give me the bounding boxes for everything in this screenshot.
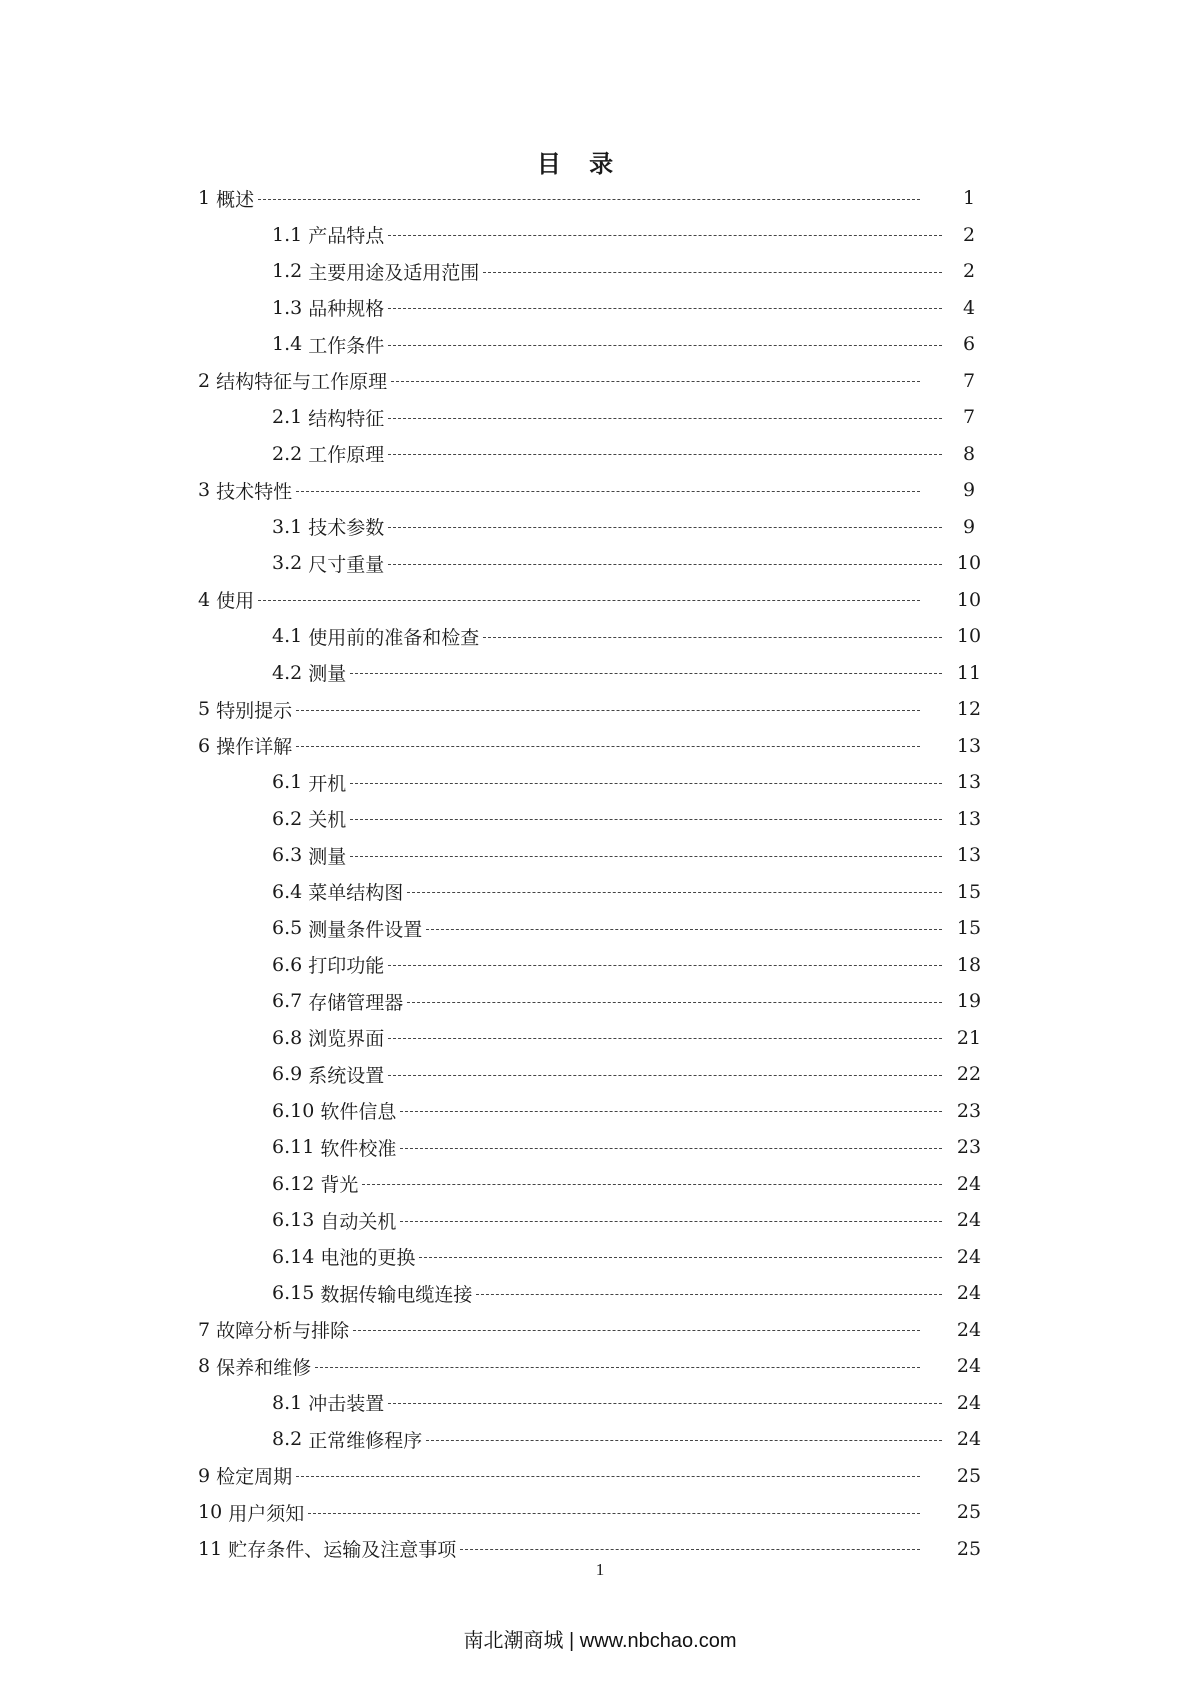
toc-entry-number: 8.1 <box>272 1391 303 1414</box>
toc-entry[interactable] <box>0 874 1200 911</box>
toc-entry-number: 8.2 <box>272 1428 303 1451</box>
toc-entry-number: 1.4 <box>272 333 303 356</box>
toc-entry[interactable] <box>0 290 1200 327</box>
dash-leader <box>350 783 942 784</box>
toc-entry-number: 1.2 <box>272 260 303 283</box>
toc-entry-title: 用户须知 <box>228 1502 305 1525</box>
dash-leader <box>388 235 942 236</box>
dash-leader <box>476 1294 942 1295</box>
toc-entry-page: 2 <box>962 260 976 283</box>
toc-entry[interactable] <box>0 582 1200 619</box>
dash-leader <box>388 345 942 346</box>
toc-entry-number: 6.13 <box>272 1209 315 1232</box>
toc-entry[interactable] <box>0 618 1200 655</box>
toc-entry-page: 24 <box>956 1391 982 1414</box>
toc-entry[interactable] <box>0 655 1200 692</box>
dash-leader <box>426 929 942 930</box>
toc-entry[interactable] <box>0 180 1200 217</box>
toc-entry-title: 菜单结构图 <box>308 882 404 905</box>
toc-entry-title: 开机 <box>308 772 347 795</box>
dash-leader <box>460 1549 920 1550</box>
toc-entry-number: 6.9 <box>272 1063 303 1086</box>
toc-entry[interactable] <box>0 1312 1200 1349</box>
toc-entry-title: 结构特征与工作原理 <box>216 371 388 394</box>
toc-entry-page: 7 <box>962 369 976 392</box>
toc-entry-title: 产品特点 <box>308 225 385 248</box>
toc-entry[interactable] <box>0 1421 1200 1458</box>
toc-entry-title: 冲击装置 <box>308 1393 385 1416</box>
toc-entry-title: 概述 <box>216 188 255 211</box>
toc-entry[interactable] <box>0 217 1200 254</box>
table-of-contents <box>0 180 1200 1567</box>
toc-entry-page: 18 <box>956 953 982 976</box>
toc-entry-title: 浏览界面 <box>308 1028 385 1051</box>
dash-leader <box>296 746 920 747</box>
toc-entry-number: 3 <box>198 479 211 502</box>
toc-entry-number: 6.7 <box>272 990 303 1013</box>
toc-entry-page: 13 <box>956 807 982 830</box>
toc-entry-number: 6.14 <box>272 1245 315 1268</box>
toc-entry-page: 15 <box>956 880 982 903</box>
toc-entry-page: 9 <box>962 515 976 538</box>
toc-entry-number: 7 <box>198 1318 211 1341</box>
toc-entry-title: 自动关机 <box>320 1210 397 1233</box>
toc-entry-page: 25 <box>956 1464 982 1487</box>
toc-entry[interactable] <box>0 436 1200 473</box>
toc-entry-page: 1 <box>962 187 976 210</box>
toc-entry-page: 25 <box>956 1537 982 1560</box>
toc-entry-page: 23 <box>956 1136 982 1159</box>
dash-leader <box>400 1111 942 1112</box>
toc-entry-title: 特别提示 <box>216 699 293 722</box>
toc-entry-number: 10 <box>198 1501 223 1524</box>
toc-entry[interactable] <box>0 910 1200 947</box>
toc-entry-title: 软件信息 <box>320 1101 397 1124</box>
toc-entry-number: 6.10 <box>272 1099 315 1122</box>
toc-entry-title: 使用前的准备和检查 <box>308 626 480 649</box>
dash-leader <box>426 1440 942 1441</box>
toc-entry-page: 13 <box>956 844 982 867</box>
dash-leader <box>391 381 920 382</box>
toc-entry-page: 21 <box>956 1026 982 1049</box>
toc-entry-title: 贮存条件、运输及注意事项 <box>228 1539 457 1562</box>
toc-entry[interactable] <box>0 1129 1200 1166</box>
toc-entry-number: 3.1 <box>272 515 303 538</box>
dash-leader <box>388 1075 942 1076</box>
toc-entry-number: 6.3 <box>272 844 303 867</box>
toc-entry[interactable] <box>0 983 1200 1020</box>
toc-entry-number: 1.1 <box>272 223 303 246</box>
dash-leader <box>388 564 942 565</box>
toc-entry-page: 24 <box>956 1428 982 1451</box>
toc-entry[interactable] <box>0 1020 1200 1057</box>
toc-entry[interactable] <box>0 1348 1200 1385</box>
toc-entry[interactable] <box>0 545 1200 582</box>
dash-leader <box>350 856 942 857</box>
toc-entry-number: 11 <box>198 1537 223 1560</box>
toc-entry-title: 尺寸重量 <box>308 553 385 576</box>
toc-entry-page: 8 <box>962 442 976 465</box>
toc-entry-number: 4.2 <box>272 661 303 684</box>
toc-entry-page: 24 <box>956 1172 982 1195</box>
toc-entry-title: 品种规格 <box>308 298 385 321</box>
toc-entry-number: 6.2 <box>272 807 303 830</box>
toc-entry-number: 2.1 <box>272 406 303 429</box>
dash-leader <box>350 819 942 820</box>
toc-entry-page: 19 <box>956 990 982 1013</box>
dash-leader <box>388 454 942 455</box>
toc-entry-title: 工作原理 <box>308 444 385 467</box>
toc-entry[interactable] <box>0 1056 1200 1093</box>
toc-entry-title: 背光 <box>320 1174 359 1197</box>
dash-leader <box>388 965 942 966</box>
toc-entry-number: 4 <box>198 588 211 611</box>
toc-entry-page: 9 <box>962 479 976 502</box>
toc-entry-title: 存储管理器 <box>308 991 404 1014</box>
dash-leader <box>407 892 942 893</box>
toc-entry-page: 22 <box>956 1063 982 1086</box>
toc-entry-title: 打印功能 <box>308 955 385 978</box>
toc-entry-number: 1.3 <box>272 296 303 319</box>
toc-entry[interactable] <box>0 253 1200 290</box>
toc-entry[interactable] <box>0 1239 1200 1276</box>
dash-leader <box>258 199 920 200</box>
toc-entry-number: 6.12 <box>272 1172 315 1195</box>
dash-leader <box>400 1148 942 1149</box>
toc-entry-page: 23 <box>956 1099 982 1122</box>
toc-entry[interactable] <box>0 1275 1200 1312</box>
toc-entry-title: 软件校准 <box>320 1137 397 1160</box>
toc-entry-page: 6 <box>962 333 976 356</box>
toc-entry-number: 3.2 <box>272 552 303 575</box>
toc-entry-number: 6.8 <box>272 1026 303 1049</box>
toc-entry-number: 9 <box>198 1464 211 1487</box>
toc-entry-page: 4 <box>962 296 976 319</box>
toc-entry[interactable] <box>0 363 1200 400</box>
toc-entry-number: 6.15 <box>272 1282 315 1305</box>
toc-entry-title: 电池的更换 <box>320 1247 416 1270</box>
toc-entry-number: 1 <box>198 187 211 210</box>
toc-entry[interactable] <box>0 472 1200 509</box>
toc-entry-number: 5 <box>198 698 211 721</box>
dash-leader <box>296 710 920 711</box>
toc-entry-title: 主要用途及适用范围 <box>308 261 480 284</box>
toc-entry[interactable] <box>0 399 1200 436</box>
toc-entry-page: 10 <box>956 552 982 575</box>
dash-leader <box>400 1221 942 1222</box>
toc-entry-title: 技术参数 <box>308 517 385 540</box>
toc-entry[interactable] <box>0 837 1200 874</box>
toc-entry[interactable] <box>0 728 1200 765</box>
toc-entry-page: 12 <box>956 698 982 721</box>
toc-entry-page: 15 <box>956 917 982 940</box>
toc-entry-title: 结构特征 <box>308 407 385 430</box>
toc-entry[interactable] <box>0 801 1200 838</box>
toc-entry[interactable] <box>0 947 1200 984</box>
toc-entry-title: 故障分析与排除 <box>216 1320 350 1343</box>
toc-entry-number: 6.4 <box>272 880 303 903</box>
toc-entry[interactable] <box>0 1458 1200 1495</box>
dash-leader <box>483 272 942 273</box>
dash-leader <box>258 600 920 601</box>
toc-entry-page: 10 <box>956 625 982 648</box>
toc-entry-page: 11 <box>956 661 982 684</box>
dash-leader <box>407 1002 942 1003</box>
toc-entry-title: 系统设置 <box>308 1064 385 1087</box>
toc-entry-title: 使用 <box>216 590 255 613</box>
dash-leader <box>296 491 920 492</box>
toc-entry-page: 13 <box>956 771 982 794</box>
toc-entry-page: 24 <box>956 1282 982 1305</box>
toc-entry[interactable] <box>0 1093 1200 1130</box>
dash-leader <box>388 527 942 528</box>
toc-entry-page: 24 <box>956 1245 982 1268</box>
toc-entry-title: 技术特性 <box>216 480 293 503</box>
toc-entry[interactable] <box>0 691 1200 728</box>
toc-entry-number: 4.1 <box>272 625 303 648</box>
toc-entry-title: 测量 <box>308 663 347 686</box>
toc-entry-title: 工作条件 <box>308 334 385 357</box>
toc-entry[interactable] <box>0 1202 1200 1239</box>
dash-leader <box>362 1184 942 1185</box>
dash-leader <box>308 1513 920 1514</box>
toc-entry-number: 6.6 <box>272 953 303 976</box>
dash-leader <box>388 308 942 309</box>
toc-entry[interactable] <box>0 326 1200 363</box>
toc-entry-number: 6.1 <box>272 771 303 794</box>
toc-entry[interactable] <box>0 764 1200 801</box>
toc-entry-title: 操作详解 <box>216 736 293 759</box>
page-number: 1 <box>595 1560 605 1579</box>
toc-entry-title: 测量条件设置 <box>308 918 423 941</box>
toc-entry-number: 6 <box>198 734 211 757</box>
toc-entry-number: 6.11 <box>272 1136 315 1159</box>
footer-watermark: 南北潮商城 | www.nbchao.com <box>463 1630 737 1652</box>
toc-entry[interactable] <box>0 1494 1200 1531</box>
dash-leader <box>315 1367 920 1368</box>
toc-entry[interactable] <box>0 1166 1200 1203</box>
toc-entry-title: 正常维修程序 <box>308 1429 423 1452</box>
toc-entry-page: 24 <box>956 1209 982 1232</box>
toc-entry[interactable] <box>0 509 1200 546</box>
toc-entry-title: 数据传输电缆连接 <box>320 1283 473 1306</box>
toc-entry-number: 2.2 <box>272 442 303 465</box>
toc-entry[interactable] <box>0 1385 1200 1422</box>
toc-entry-page: 24 <box>956 1318 982 1341</box>
toc-entry-title: 关机 <box>308 809 347 832</box>
dash-leader <box>419 1257 942 1258</box>
dash-leader <box>388 1403 942 1404</box>
dash-leader <box>388 418 942 419</box>
toc-entry-title: 测量 <box>308 845 347 868</box>
dash-leader <box>388 1038 942 1039</box>
dash-leader <box>350 673 942 674</box>
toc-entry-title: 检定周期 <box>216 1466 293 1489</box>
toc-entry-number: 8 <box>198 1355 211 1378</box>
toc-entry-title: 保养和维修 <box>216 1356 312 1379</box>
toc-entry-number: 6.5 <box>272 917 303 940</box>
toc-entry-page: 2 <box>962 223 976 246</box>
toc-entry-page: 25 <box>956 1501 982 1524</box>
dash-leader <box>296 1476 920 1477</box>
toc-entry-page: 10 <box>956 588 982 611</box>
toc-title: 目 录 <box>536 149 624 178</box>
dash-leader <box>483 637 942 638</box>
toc-entry-page: 24 <box>956 1355 982 1378</box>
toc-entry-page: 7 <box>962 406 976 429</box>
toc-entry-number: 2 <box>198 369 211 392</box>
dash-leader <box>353 1330 920 1331</box>
toc-entry-page: 13 <box>956 734 982 757</box>
